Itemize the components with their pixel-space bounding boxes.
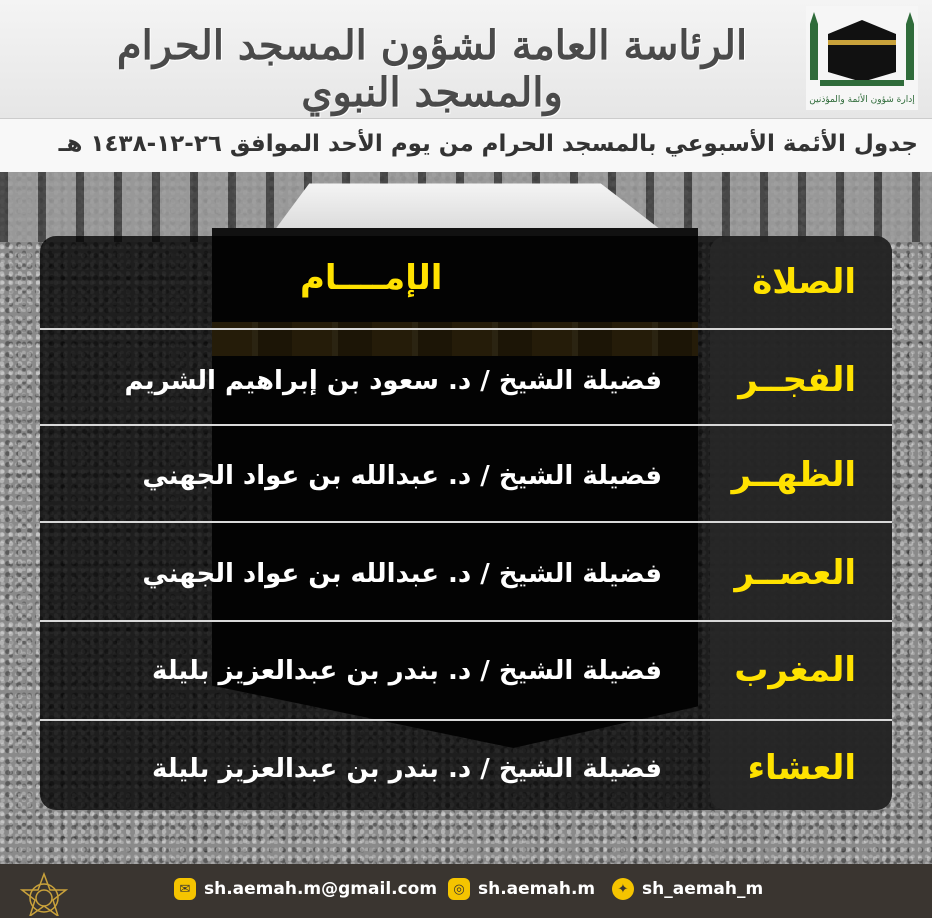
- column-header-prayer: الصلاة: [752, 262, 856, 302]
- organization-title: الرئاسة العامة لشؤون المسجد الحرام والمسجد النبوي: [116, 22, 748, 116]
- mail-icon: ✉: [174, 878, 196, 900]
- contact-instagram[interactable]: [448, 878, 595, 900]
- schedule-subtitle: جدول الأئمة الأسبوعي بالمسجد الحرام من يوم الأحد الموافق ٢٦-١٢-١٤٣٨ هـ: [58, 131, 918, 157]
- instagram-icon: ◎: [448, 878, 470, 900]
- imam-asr: فضيلة الشيخ / د. عبدالله بن عواد الجهني: [142, 559, 662, 589]
- email-text[interactable]: sh.aemah.m@gmail.com: [204, 879, 438, 899]
- subtitle-bar: [0, 118, 932, 173]
- prayer-column: [710, 236, 892, 810]
- row-divider: [40, 719, 892, 721]
- prayer-asr: العصــر: [734, 553, 856, 593]
- contact-twitter[interactable]: [612, 878, 763, 900]
- row-divider: [40, 424, 892, 426]
- logo: [806, 6, 918, 110]
- prayer-maghrib: المغرب: [734, 650, 856, 690]
- imam-isha: فضيلة الشيخ / د. بندر بن عبدالعزيز بليلة: [152, 754, 662, 784]
- twitter-text[interactable]: sh_aemah_m: [642, 879, 764, 899]
- header: [0, 0, 932, 118]
- prayer-isha: العشاء: [747, 748, 856, 788]
- twitter-icon: ✦: [612, 878, 634, 900]
- column-header-imam: الإمــــام: [300, 258, 443, 298]
- row-divider: [40, 328, 892, 330]
- imam-dhuhr: فضيلة الشيخ / د. عبدالله بن عواد الجهني: [142, 461, 662, 491]
- prayer-fajr: الفجــر: [738, 360, 856, 400]
- contact-email[interactable]: [174, 878, 437, 900]
- imam-maghrib: فضيلة الشيخ / د. بندر بن عبدالعزيز بليلة: [152, 656, 662, 686]
- footer: [0, 864, 932, 918]
- row-divider: [40, 620, 892, 622]
- prayer-dhuhr: الظهــر: [731, 455, 856, 495]
- svg-text:إدارة شؤون الأئمة والمؤذنين: إدارة شؤون الأئمة والمؤذنين: [809, 95, 915, 105]
- ornament-icon: [18, 868, 70, 916]
- row-divider: [40, 521, 892, 523]
- instagram-text[interactable]: sh.aemah.m: [478, 879, 596, 899]
- imam-fajr: فضيلة الشيخ / د. سعود بن إبراهيم الشريم: [124, 366, 662, 396]
